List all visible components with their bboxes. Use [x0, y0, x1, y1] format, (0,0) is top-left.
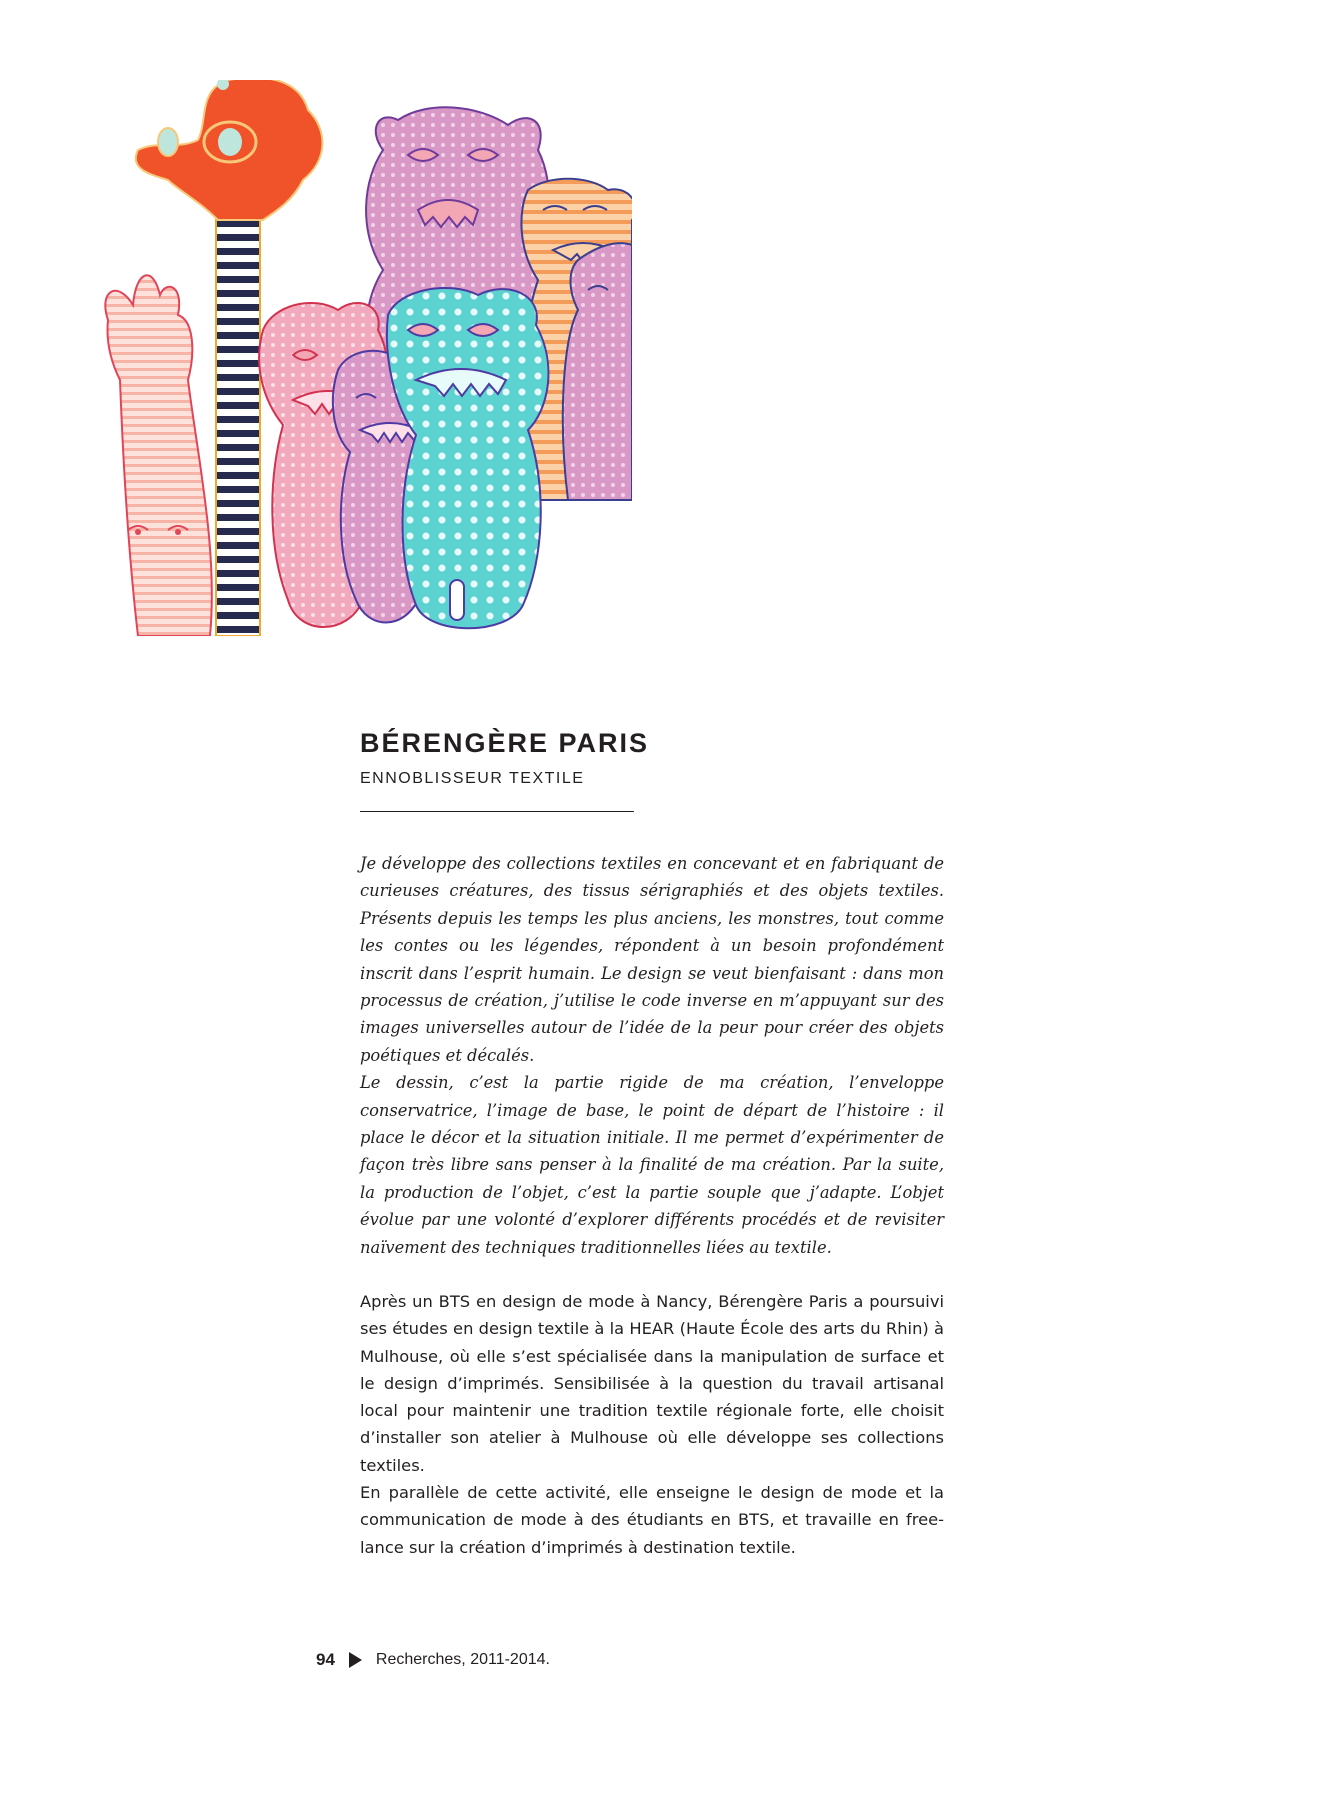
statement-paragraph: Le dessin, c’est la partie rigide de ma création, l’enveloppe conservatrice, l’image de base, le point de départ de l’histoire : il place le décor et la situation initiale. Il me permet d’expérimenter de façon très libre sans penser à la finalité de ma création. Par la suite, la production de l’objet, c’est la partie souple que j’adapte. L’objet évolue par une volonté d’explorer différents procédés et de revisiter naïvement des techniques traditionnelles liées au textile. [360, 1073, 944, 1257]
lilac-bear-creature [563, 243, 632, 500]
artist-bio [360, 1288, 944, 1561]
photo-illustration [98, 80, 632, 636]
page-number: 94 [316, 1650, 335, 1669]
bio-paragraph: Après un BTS en design de mode à Nancy, Bérengère Paris a poursuivi ses études en design textile à la HEAR (Haute École des arts du Rhin) à Mulhouse, où elle s’est spécialisée dans la manipulation de surface et le design d’imprimés. Sensibilisée à la question du travail artisanal local pour maintenir une tradition textile régionale forte, elle choisit d’installer son atelier à Mulhouse où elle développe ses collections textiles. [360, 1292, 944, 1475]
play-arrow-icon [349, 1652, 362, 1668]
divider [360, 811, 634, 812]
artist-name: BÉRENGÈRE PARIS [360, 728, 650, 758]
page-footer [316, 1650, 550, 1670]
artist-statement [360, 850, 944, 1261]
artist-role: ENNOBLISSEUR TEXTILE [360, 770, 585, 787]
textile-creatures-photo [98, 80, 632, 636]
bio-paragraph: En parallèle de cette activité, elle enseigne le design de mode et la communication de mode à des étudiants en BTS, et travaille en free-lance sur la création d’imprimés à destination textile. [360, 1483, 944, 1557]
pink-hand-creature [105, 275, 212, 636]
turquoise-bear-creature [387, 288, 549, 628]
statement-paragraph: Je développe des collections textiles en concevant et en fabriquant de curieuses créatures, des tissus sérigraphiés et des objets textiles. Présents depuis les temps les plus anciens, les monstres, tout comme les contes ou les légendes, répondent à un besoin profondément inscrit dans l’esprit humain. Le design se veut bienfaisant : dans mon processus de création, j’utilise le code inverse en m’appuyant sur des images universelles autour de l’idée de la peur pour créer des objets poétiques et décalés. [360, 854, 944, 1065]
footer-caption: Recherches, 2011-2014. [375, 1651, 550, 1668]
